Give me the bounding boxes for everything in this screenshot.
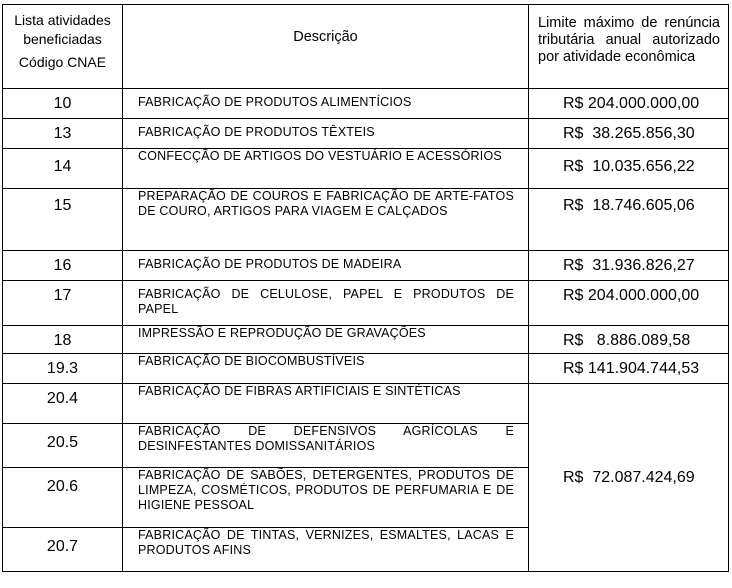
table-row xyxy=(3,326,729,354)
cnae-code: 17 xyxy=(3,281,123,326)
header-description-cell: Descrição xyxy=(123,5,529,89)
cnae-code: 16 xyxy=(3,251,123,281)
limit-value: R$ 38.265.856,30 xyxy=(529,119,729,149)
cnae-code: 13 xyxy=(3,119,123,149)
limit-value-group-20: R$ 72.087.424,69 xyxy=(529,384,729,572)
limit-value: R$ 204.000.000,00 xyxy=(529,89,729,119)
activity-description: FABRICAÇÃO DE PRODUTOS TÊXTEIS xyxy=(123,119,529,149)
activity-description: CONFECÇÃO DE ARTIGOS DO VESTUÁRIO E ACESSÓRIOS xyxy=(123,149,529,189)
table-row xyxy=(3,149,729,189)
table-row xyxy=(3,354,729,384)
activity-description: FABRICAÇÃO DE TINTAS, VERNIZES, ESMALTES, LACAS E PRODUTOS AFINS xyxy=(123,528,529,572)
table-row xyxy=(3,251,729,281)
cnae-code: 20.6 xyxy=(3,468,123,528)
activity-description: FABRICAÇÃO DE FIBRAS ARTIFICIAIS E SINTÉTICAS xyxy=(123,384,529,424)
activity-description: FABRICAÇÃO DE BIOCOMBUSTÍVEIS xyxy=(123,354,529,384)
table-row xyxy=(3,384,729,424)
header-limit-cell: Limite máximo de renúncia tributária anual autorizado por atividade econômica xyxy=(529,5,729,89)
table-row xyxy=(3,189,729,251)
cnae-benefits-table xyxy=(2,4,729,572)
cnae-code: 18 xyxy=(3,326,123,354)
header-code-cell xyxy=(3,5,123,89)
header-code-line: beneficiadas xyxy=(23,31,102,47)
cnae-code: 15 xyxy=(3,189,123,251)
cnae-code: 10 xyxy=(3,89,123,119)
activity-description: FABRICAÇÃO DE PRODUTOS ALIMENTÍCIOS xyxy=(123,89,529,119)
activity-description: FABRICAÇÃO DE PRODUTOS DE MADEIRA xyxy=(123,251,529,281)
limit-value: R$ 18.746.605,06 xyxy=(529,189,729,251)
table-header-row xyxy=(3,5,729,89)
limit-value: R$ 204.000.000,00 xyxy=(529,281,729,326)
cnae-code: 19.3 xyxy=(3,354,123,384)
limit-value: R$ 31.936.826,27 xyxy=(529,251,729,281)
limit-value: R$ 8.886.089,58 xyxy=(529,326,729,354)
header-code-line: Lista atividades xyxy=(14,12,111,28)
header-code-line: Código CNAE xyxy=(18,54,107,70)
cnae-code: 20.5 xyxy=(3,424,123,468)
limit-value: R$ 10.035.656,22 xyxy=(529,149,729,189)
activity-description: FABRICAÇÃO DE CELULOSE, PAPEL E PRODUTOS DE PAPEL xyxy=(123,281,529,326)
activity-description: FABRICAÇÃO DE SABÕES, DETERGENTES, PRODUTOS DE LIMPEZA, COSMÉTICOS, PRODUTOS DE PERFUMARIA E DE HIGIENE PESSOAL xyxy=(123,468,529,528)
activity-description: PREPARAÇÃO DE COUROS E FABRICAÇÃO DE ARTE-FATOS DE COURO, ARTIGOS PARA VIAGEM E CALÇADOS xyxy=(123,189,529,251)
limit-value: R$ 141.904.744,53 xyxy=(529,354,729,384)
table-row xyxy=(3,281,729,326)
activity-description: FABRICAÇÃO DE DEFENSIVOS AGRÍCOLAS E DESINFESTANTES DOMISSANITÁRIOS xyxy=(123,424,529,468)
cnae-code: 20.4 xyxy=(3,384,123,424)
cnae-code: 14 xyxy=(3,149,123,189)
cnae-code: 20.7 xyxy=(3,528,123,572)
table-row xyxy=(3,89,729,119)
activity-description: IMPRESSÃO E REPRODUÇÃO DE GRAVAÇÕES xyxy=(123,326,529,354)
table-row xyxy=(3,119,729,149)
